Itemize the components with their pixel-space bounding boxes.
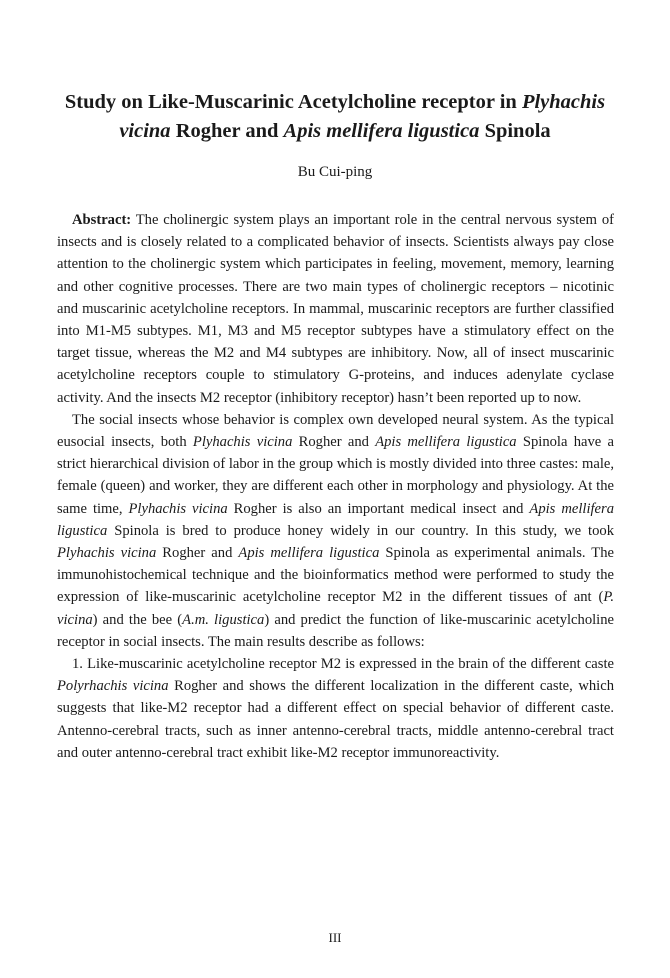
- author-name: Bu Cui-ping: [297, 164, 373, 180]
- paper-title: [40, 88, 630, 146]
- paragraph-text: The cholinergic system plays an important role in the central nervous system of insects and is closely related to a complicated behavior of insects. Scientists always pay close attention to the cholinergic system which participates in feeling, movement, memory, learning and other cognitive processes. There are two main types of cholinergic receptors – nicotinic and muscarinic acetylcholine receptors. In mammal, muscarinic receptors are further classified into M1-M5 subtypes. M1, M3 and M5 receptor subtypes have a stimulatory effect on the target tissue, whereas the M2 and M4 subtypes are inhibitory. Now, all of insect muscarinic acetylcholine receptors couple to stimulatory G-proteins, and induces adenylate cyclase activity. And the insects M2 receptor (inhibitory receptor) hasn’t been reported up to now.: [57, 212, 614, 406]
- species-italic: Plyhachis vicina: [57, 545, 157, 562]
- species-italic: Apis mellifera ligustica: [375, 434, 517, 451]
- paragraph-text: Spinola is bred to produce honey widely in our country. In this study, we took: [107, 522, 614, 539]
- paragraph-text: Spinola as experimental animals. The immunohistochemical technique and the bioinformatics method were performed to study the expression of like-muscarinic acetylcholine receptor M2 in the different tissues of ant (: [57, 545, 614, 606]
- abstract-body: [57, 209, 614, 764]
- paragraph-text: Rogher and: [292, 434, 376, 451]
- page-number: III: [328, 930, 342, 945]
- title-species-italic: Apis mellifera ligustica: [283, 120, 480, 142]
- abstract-label: Abstract:: [72, 212, 132, 228]
- paragraph-text: The social insects whose behavior is complex own developed neural system. As the typical eusocial insects, both: [57, 411, 614, 451]
- title-text: Study on Like-Muscarinic Acetylcholine receptor in: [64, 91, 522, 113]
- species-italic: Apis mellifera ligustica: [238, 545, 380, 562]
- abstract-paragraph: [57, 209, 614, 409]
- paragraph-text: Rogher and: [156, 545, 239, 562]
- paragraph-text: ) and the bee (: [92, 611, 183, 628]
- species-italic: P. vicina: [57, 589, 614, 628]
- paragraph-text: ) and predict the function of like-muscarinic acetylcholine receptor in social insects. The main results describe as follows:: [57, 611, 615, 650]
- species-italic: Plyhachis vicina: [192, 434, 293, 451]
- species-italic: Plyhachis vicina: [128, 500, 228, 517]
- paragraph: [57, 653, 614, 764]
- species-italic: Polyrhachis vicina: [57, 678, 169, 695]
- paragraph-text: Spinola have a strict hierarchical division of labor in the group which is mostly divided into three castes: male, female (queen) and worker, they are different each other in morphology and physiology. At the same time,: [57, 434, 614, 517]
- species-italic: A.m. ligustica: [182, 611, 265, 628]
- paragraph-text: Rogher is also an important medical insect and: [227, 500, 530, 517]
- title-species-italic: Plyhachis vicina: [119, 91, 606, 142]
- paragraph-text: 1. Like-muscarinic acetylcholine receptor M2 is expressed in the brain of the different caste: [72, 656, 614, 673]
- paragraph-text: Rogher and shows the different localization in the different caste, which suggests that like-M2 receptor had a different effect on special behavior of different caste. Antenno-cerebral tracts, such as inner antenno-cerebral tracts, middle antenno-cerebral tract and outer antenno-cerebral tract exhibit like-M2 receptor immunoreactivity.: [57, 678, 614, 761]
- title-text: Rogher and: [170, 120, 284, 142]
- title-text: Spinola: [479, 120, 551, 142]
- species-italic: Apis mellifera ligustica: [57, 500, 615, 539]
- paragraph: [57, 409, 614, 653]
